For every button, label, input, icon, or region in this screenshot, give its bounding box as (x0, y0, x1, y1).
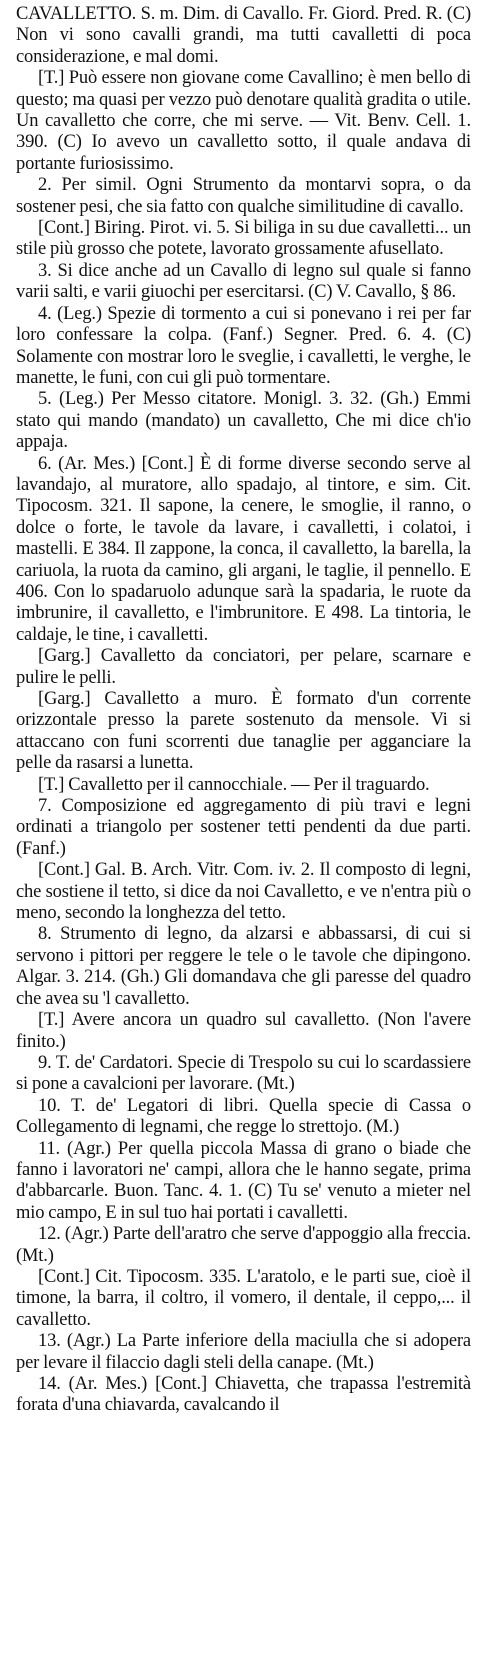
entry-paragraph: [Garg.] Cavalletto da conciatori, per pelare, scarnare e pulire le pelli. (16, 646, 471, 688)
entry-paragraph: 8. Strumento di legno, da alzarsi e abbassarsi, di cui si servono i pittori per reggere le tele o le tavole che dipingono. Algar. 3. 214. (Gh.) Gli domandava che gli paresse del quadro che avea su 'l cavalletto. (16, 924, 471, 1009)
entry-paragraph: 4. (Leg.) Spezie di tormento a cui si ponevano i rei per far loro confessare la colpa. (Fanf.) Segner. Pred. 6. 4. (C) Solamente con mostrar loro le sveglie, i cavalletti, le verghe, le manette, le funi, con cui gli può tormentare. (16, 303, 471, 388)
entry-paragraph: 6. (Ar. Mes.) [Cont.] È di forme diverse secondo serve al lavandajo, al muratore, allo spadajo, al tintore, e sim. Cit. Tipocosm. 321. Il sapone, la cenere, le smoglie, il ranno, o dolce o forte, le tavole da lavare, i cavalletti, i colatoi, i mastelli. E 384. Il zappone, la conca, il cavalletto, la barella, la cariuola, la ruota da camino, gli argani, le taglie, il pennello. E 406. Con lo spadaruolo adunque sarà la spadaria, le ruote da imbrunire, il cavalletto, e l'imbrunitore. E 498. La tintoria, le caldaje, le tine, i cavalletti. (16, 453, 471, 645)
entry-paragraph: [T.] Cavalletto per il cannocchiale. — Per il traguardo. (38, 774, 430, 795)
entry-paragraph: [Cont.] Gal. B. Arch. Vitr. Com. iv. 2. Il composto di legni, che sostiene il tetto, si dice da noi Cavalletto, e ve n'entra più o meno, secondo la longhezza del tetto. (16, 860, 471, 924)
entry-paragraph: 5. (Leg.) Per Messo citatore. Monigl. 3. 32. (Gh.) Emmi stato qui mando (mandato) un cavalletto, Che mi dice ch'io appaja. (16, 389, 471, 453)
entry-paragraph: 7. Composizione ed aggregamento di più travi e legni ordinati a triangolo per sostener tetti pendenti da due parti. (Fanf.) (16, 796, 471, 859)
entry-paragraph: 12. (Agr.) Parte dell'aratro che serve d'appoggio alla freccia. (Mt.) (16, 1224, 471, 1266)
entry-paragraph: 11. (Agr.) Per quella piccola Massa di grano o biade che fanno i lavoratori ne' campi, allora che le hanno segate, prima d'abbarcarle. Buon. Tanc. 4. 1. (C) Tu se' venuto a mieter nel mio campo, E in sul tuo hai portati i cavalletti. (16, 1138, 471, 1223)
entry-paragraph: 2. Per simil. Ogni Strumento da montarvi sopra, o da sostener pesi, che sia fatto con qualche similitudine di cavallo. (16, 175, 471, 217)
entry-paragraph: [Cont.] Cit. Tipocosm. 335. L'aratolo, e le parti sue, cioè il timone, la barra, il coltro, il vomero, il dentale, il ceppo,... il cavalletto. (16, 1266, 471, 1330)
entry-paragraph: 9. T. de' Cardatori. Specie di Trespolo su cui lo scardassiere si pone a cavalcioni per lavorare. (Mt.) (16, 1052, 471, 1095)
entry-paragraph: [Garg.] Cavalletto a muro. È formato d'un corrente orizzontale presso la parete sostenuto da mensole. Vi si attaccano con funi scorrenti due tanaglie per agganciare la pelle da rasarsi a lunetta. (16, 689, 471, 774)
entry-headword-paragraph: CAVALLETTO. S. m. Dim. di Cavallo. Fr. Giord. Pred. R. (C) Non vi sono cavalli grandi, ma tutti cavalletti di poca considerazione, e mal domi. (16, 4, 471, 67)
entry-paragraph: 13. (Agr.) La Parte inferiore della maciulla che si adopera per levare il filaccio dagli steli della canape. (Mt.) (16, 1331, 471, 1373)
entry-paragraph: 14. (Ar. Mes.) [Cont.] Chiavetta, che trapassa l'estremità forata d'una chiavarda, cavalcando il (16, 1374, 471, 1416)
entry-paragraph: 3. Si dice anche ad un Cavallo di legno sul quale si fanno varii salti, e varii giuochi per esercitarsi. (C) V. Cavallo, § 86. (16, 260, 471, 303)
entry-paragraph: 10. T. de' Legatori di libri. Quella specie di Cassa o Collegamento di legnami, che regge lo strettojo. (M.) (16, 1095, 471, 1138)
entry-paragraph: [T.] Avere ancora un quadro sul cavalletto. (Non l'avere finito.) (16, 1010, 471, 1052)
entry-paragraph: [Cont.] Biring. Pirot. vi. 5. Si biliga in su due cavalletti... un stile più grosso che potete, lavorato grossamente afusellato. (16, 218, 471, 260)
entry-paragraph: [T.] Può essere non giovane come Cavallino; è men bello di questo; ma quasi per vezzo può denotare qualità gradita o utile. Un cavalletto che corre, che mi serve. — Vit. Benv. Cell. 1. 390. (C) Io avevo un cavalletto sotto, il quale andava di portante furiosissimo. (16, 68, 471, 174)
